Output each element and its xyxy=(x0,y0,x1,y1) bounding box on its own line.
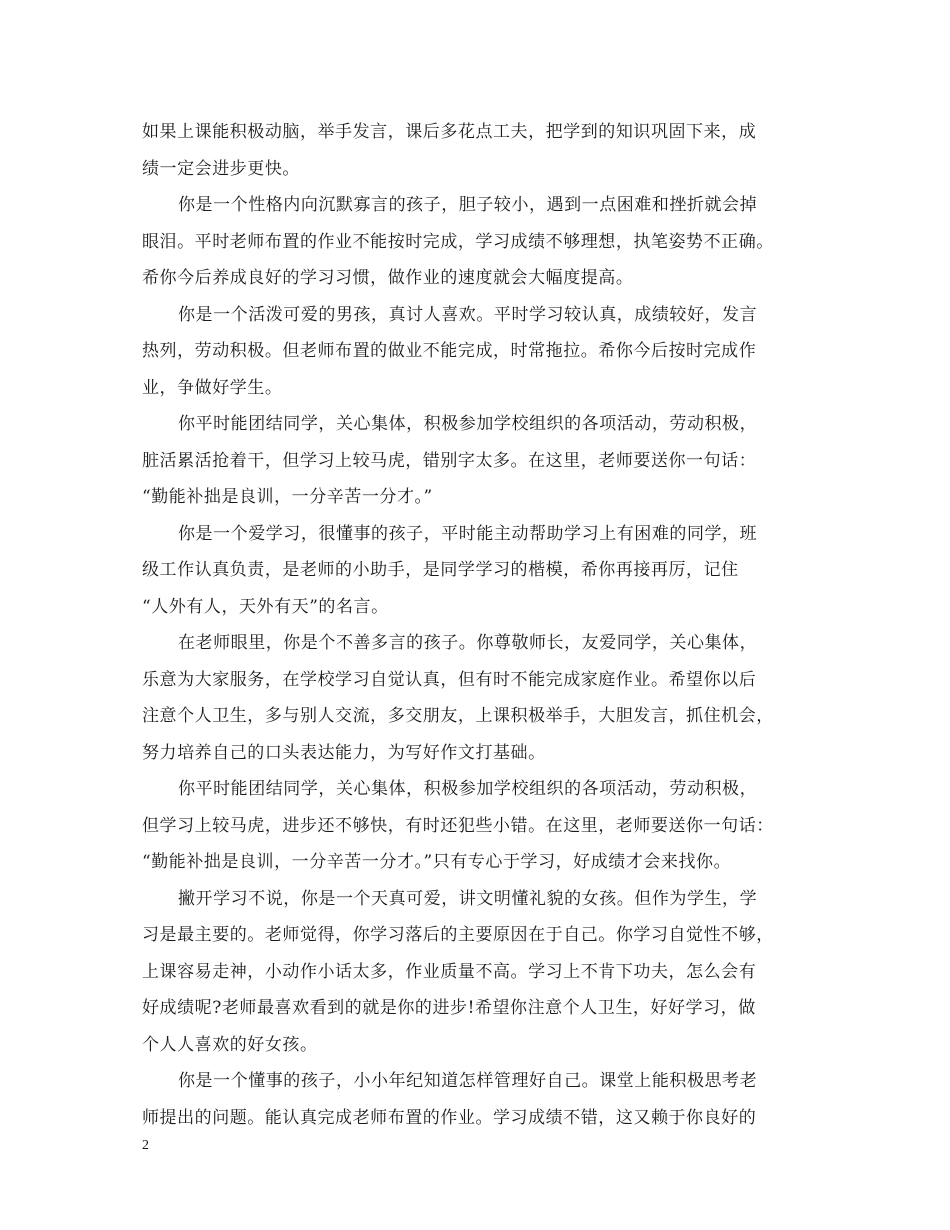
text-line: 努力培养自己的口头表达能力，为写好作文打基础。 xyxy=(142,742,546,763)
text-line: 级工作认真负责，是老师的小助手，是同学学习的楷模，希你再接再厉，记住 xyxy=(142,560,739,580)
text-line: 撇开学习不说，你是一个天真可爱，讲文明懂礼貌的女孩。但作为学生，学 xyxy=(178,888,758,909)
document-body xyxy=(142,114,810,1136)
text-line: 乐意为大家服务，在学校学习自觉认真，但有时不能完成家庭作业。希望你以后 xyxy=(142,669,757,690)
text-line: 你是一个性格内向沉默寡言的孩子，胆子较小，遇到一点困难和挫折就会掉 xyxy=(178,195,758,215)
text-line: 上课容易走神，小动作小话太多，作业质量不高。学习上不肯下功夫，怎么会有 xyxy=(142,961,757,982)
text-line: “勤能补拙是良训，一分辛苦一分才。” xyxy=(142,487,433,507)
text-line: “勤能补拙是良训，一分辛苦一分才。”只有专心于学习，好成绩才会来找你。 xyxy=(142,852,732,872)
text-line: “人外有人，天外有天”的名言。 xyxy=(142,596,389,617)
text-line: 业，争做好学生。 xyxy=(142,377,283,398)
text-line: 你是一个活泼可爱的男孩，真讨人喜欢。平时学习较认真，成绩较好，发言 xyxy=(178,304,758,325)
text-line: 师提出的问题。能认真完成老师布置的作业。学习成绩不错，这又赖于你良好的 xyxy=(142,1107,757,1128)
text-line: 你平时能团结同学，关心集体，积极参加学校组织的各项活动，劳动积极， xyxy=(178,779,758,799)
text-line: 眼泪。平时老师布置的作业不能按时完成，学习成绩不够理想，执笔姿势不正确。 xyxy=(142,231,774,252)
text-line: 希你今后养成良好的学习习惯，做作业的速度就会大幅度提高。 xyxy=(142,268,634,288)
text-line: 在老师眼里，你是个不善多言的孩子。你尊敬师长，友爱同学，关心集体， xyxy=(178,633,758,653)
text-line: 脏活累活抢着干，但学习上较马虎，错别字太多。在这里，老师要送你一句话： xyxy=(142,450,757,471)
text-line: 好成绩呢?老师最喜欢看到的就是你的进步!希望你注意个人卫生，好好学习，做 xyxy=(142,998,756,1018)
text-line: 你是一个懂事的孩子，小小年纪知道怎样管理好自己。课堂上能积极思考老 xyxy=(178,1071,758,1091)
text-line: 注意个人卫生，多与别人交流，多交朋友，上课积极举手，大胆发言，抓住机会， xyxy=(142,706,774,726)
text-line: 热列，劳动积极。但老师布置的做业不能完成，时常拖拉。希你今后按时完成作 xyxy=(142,341,757,361)
text-line: 习是最主要的。老师觉得，你学习落后的主要原因在于自己。你学习自觉性不够， xyxy=(142,925,774,945)
text-line: 绩一定会进步更快。 xyxy=(142,158,300,179)
text-line: 你是一个爱学习，很懂事的孩子，平时能主动帮助学习上有困难的同学，班 xyxy=(178,523,758,544)
text-line: 你平时能团结同学，关心集体，积极参加学校组织的各项活动，劳动积极， xyxy=(178,414,758,434)
text-line: 但学习上较马虎，进步还不够快，有时还犯些小错。在这里，老师要送你一句话： xyxy=(142,815,774,836)
page-number: 2 xyxy=(142,1138,149,1153)
text-line: 个人人喜欢的好女孩。 xyxy=(142,1034,318,1055)
text-line: 如果上课能积极动脑，举手发言，课后多花点工夫，把学到的知识巩固下来，成 xyxy=(142,122,757,142)
